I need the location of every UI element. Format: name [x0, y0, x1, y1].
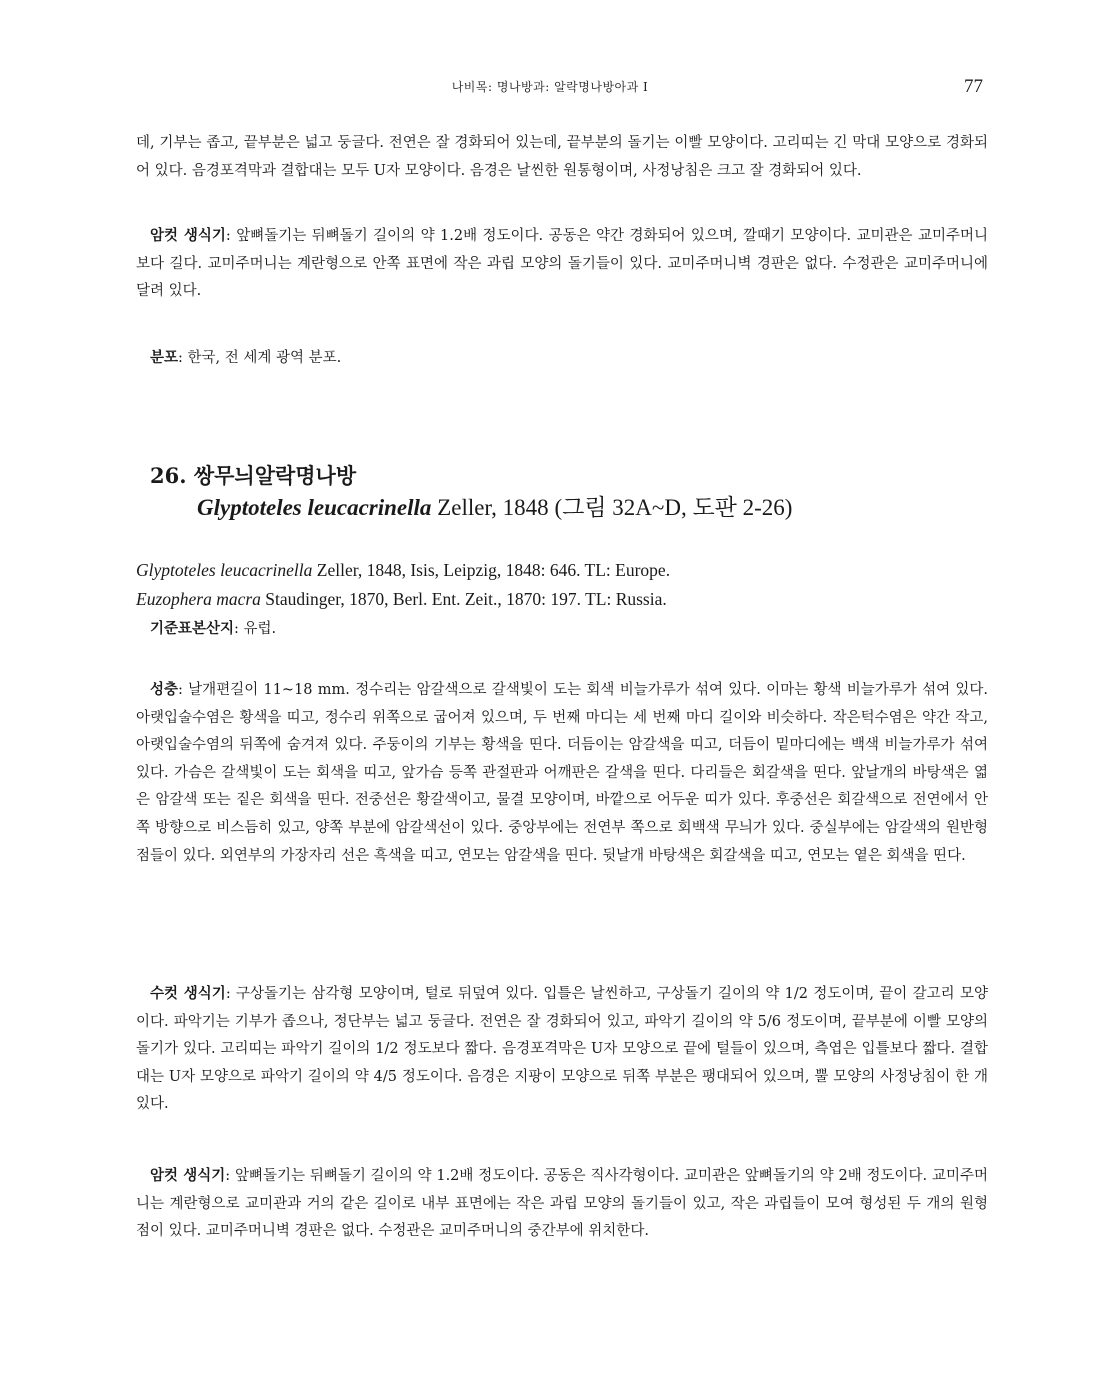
figure-reference: (그림 32A~D, 도판 2-26)	[554, 495, 793, 520]
female-genitalia-text: : 앞뼈돌기는 뒤뼈돌기 길이의 약 1.2배 정도이다. 공동은 약간 경화되어 있으며, 깔때기 모양이다. 교미관은 교미주머니보다 길다. 교미주머니는 계란형으로 안쪽 표면에 작은 과립 모양의 돌기들이 있다. 교미주머니벽 경판은 없다. 수정관은 교미주머니에 달려 있다.	[136, 228, 988, 300]
adult-label: 성충	[150, 681, 179, 698]
running-title: 나비목: 명나방과: 알락명나방아과 I	[451, 80, 649, 94]
scientific-name: Glyptoteles leucacrinella	[197, 495, 432, 520]
synonym-name: Euzophera macra	[136, 589, 261, 609]
distribution-paragraph	[136, 344, 988, 373]
synonym-line	[136, 556, 988, 585]
adult-description-paragraph	[136, 676, 988, 870]
female-genitalia-label: 암컷 생식기	[150, 1167, 226, 1184]
type-locality-label: 기준표본산지	[150, 620, 235, 637]
female-genitalia-paragraph-prev	[136, 222, 988, 306]
synonym-name: Glyptoteles leucacrinella	[136, 560, 313, 580]
authority: Zeller, 1848	[437, 495, 549, 520]
distribution-label: 분포	[150, 349, 179, 366]
type-locality-text: : 유럽.	[234, 621, 277, 637]
continued-paragraph: 데, 기부는 좁고, 끝부분은 넓고 둥글다. 전연은 잘 경화되어 있는데, 끝부분의 돌기는 이빨 모양이다. 고리띠는 긴 막대 모양으로 경화되어 있다. 음경포격막과 결합대는 모두 U자 모양이다. 음경은 날씬한 원통형이며, 사정낭침은 크고 잘 경화되어 있다.	[136, 135, 988, 179]
species-scientific-heading	[197, 492, 997, 524]
synonym-line	[136, 585, 988, 614]
species-heading: 26. 쌍무늬알락명나방	[150, 463, 357, 488]
male-genitalia-text: : 구상돌기는 삼각형 모양이며, 털로 뒤덮여 있다. 입틀은 날씬하고, 구상돌기 길이의 약 1/2 정도이며, 끝이 갈고리 모양이다. 파악기는 기부가 좁으나, 정단부는 넓고 둥글다. 전연은 잘 경화되어 있고, 파악기 길이의 약 5/6 정도이며, 끝부분에 이빨 모양의 돌기가 있다. 고리띠는 파악기 길이의 1/2 정도보다 짧다. 음경포격막은 U자 모양으로 끝에 털들이 있으며, 측엽은 입틀보다 짧다. 결합대는 U자 모양으로 파악기 길이의 약 4/5 정도이다. 음경은 지팡이 모양으로 뒤쪽 부분은 팽대되어 있으며, 뿔 모양의 사정낭침이 한 개 있다.	[136, 986, 988, 1113]
male-genitalia-paragraph	[136, 980, 988, 1119]
female-genitalia-paragraph	[136, 1162, 988, 1246]
synonym-citation: Staudinger, 1870, Berl. Ent. Zeit., 1870: 197. TL: Russia.	[265, 589, 667, 609]
male-genitalia-label: 수컷 생식기	[150, 985, 226, 1002]
adult-text: : 날개편길이 11~18 mm. 정수리는 암갈색으로 갈색빛이 도는 회색 비늘가루가 섞여 있다. 이마는 황색 비늘가루가 섞여 있다. 아랫입술수염은 황색을 띠고, 정수리 위쪽으로 굽어져 있으며, 두 번째 마디는 세 번째 마디 길이와 비슷하다. 작은턱수염은 약간 작고, 아랫입술수염의 뒤쪽에 숨겨져 있다. 주둥이의 기부는 황색을 띤다. 더듬이는 암갈색을 띠고, 더듬이 밑마디에는 백색 비늘가루가 섞여 있다. 가슴은 갈색빛이 도는 회색을 띠고, 앞가슴 등쪽 관절판과 어깨판은 갈색을 띤다. 다리들은 회갈색을 띤다. 앞날개의 바탕색은 엷은 암갈색 또는 짙은 회색을 띤다. 전중선은 황갈색이고, 물결 모양이며, 바깥으로 어두운 띠가 있다. 후중선은 회갈색으로 전연에서 안쪽 방향으로 비스듬히 있고, 양쪽 부분에 암갈색선이 있다. 중앙부에는 전연부 쪽으로 회백색 무늬가 있다. 중실부에는 암갈색의 원반형 점들이 있다. 외연부의 가장자리 선은 흑색을 띠고, 연모는 암갈색을 띤다. 뒷날개 바탕색은 회갈색을 띠고, 연모는 옅은 회색을 띤다.	[136, 682, 988, 864]
female-genitalia-label: 암컷 생식기	[150, 227, 226, 244]
distribution-text: : 한국, 전 세계 광역 분포.	[178, 350, 342, 366]
page-number: 77	[964, 76, 983, 97]
female-genitalia-text: : 앞뼈돌기는 뒤뼈돌기 길이의 약 1.2배 정도이다. 공동은 직사각형이다. 교미관은 앞뼈돌기의 약 2배 정도이다. 교미주머니는 계란형으로 교미관과 거의 같은 길이로 내부 표면에는 작은 과립 모양의 돌기들이 있고, 작은 과립들이 모여 형성된 두 개의 원형 점이 있다. 교미주머니벽 경판은 없다. 수정관은 교미주머니의 중간부에 위치한다.	[136, 1168, 988, 1240]
type-locality	[150, 614, 276, 644]
synonym-citation: Zeller, 1848, Isis, Leipzig, 1848: 646. TL: Europe.	[316, 560, 671, 580]
